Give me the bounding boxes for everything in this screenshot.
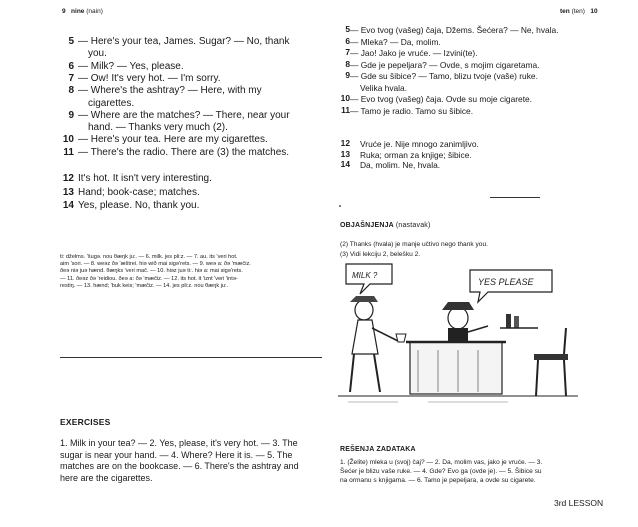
dialogue-line: hand. — Thanks very much (2). [88, 122, 228, 134]
chair-icon [534, 354, 568, 360]
sentence-text: It's hot. It isn't very interesting. [78, 173, 212, 184]
dialogue-line: — Where are the matches? — There, near your [78, 109, 290, 121]
notes-subtitle: (nastavak) [395, 222, 431, 229]
exercise-line: here are the cigarettes. [60, 472, 153, 483]
sentence-number: 14 [62, 200, 74, 211]
dialogue-number: 11 [63, 146, 74, 158]
dialogue-line: — Gde je pepeljara? — Ovde, s mojim cigaretama. [350, 59, 540, 70]
right-page-number: 10 [590, 8, 598, 15]
dialogue-number: 8 [345, 58, 350, 69]
sentence-text: Ruka; orman za knjige; šibice. [360, 149, 472, 160]
sentence-number: 13 [340, 148, 350, 159]
dialogue-number: 9 [345, 70, 350, 80]
dialogue-number: 6 [68, 60, 74, 72]
counter [410, 342, 502, 394]
dialogue-line: — Evo tvog (vašeg) čaja, Džems. Šećera? — Ne, hvala. [350, 25, 559, 35]
dialogue-number: 6 [345, 35, 350, 46]
dialogue-number: 10 [62, 134, 74, 146]
note-line: (3) Vidi lekciju 2, belešku 2. [340, 250, 421, 258]
dialogue-line: — Tamo je radio. Tamo su šibice. [350, 105, 474, 116]
right-page-word: ten [560, 8, 570, 15]
phonetic-line: ti: dželms. 'šugə. nou θæŋk ju:. — 6. milk. jes pli:z. — 7. au. its 'veri hot. [60, 254, 238, 260]
bartender-head [448, 307, 468, 329]
dialogue-line: — Jao! Jako je vruće. — Izvini(te). [350, 48, 478, 58]
exercises-title: EXERCISES [60, 417, 111, 427]
dialogue-line: — There's the radio. There are (3) the matches. [78, 146, 290, 158]
lesson-footer: 3rd LESSON [554, 498, 604, 508]
note-line: (2) Thanks (hvala) je manje učtivo nego thank you. [340, 241, 488, 248]
dialogue-number: 5 [68, 36, 74, 47]
sentence-text: Yes, please. No, thank you. [78, 200, 200, 211]
notes-title [340, 222, 431, 229]
right-divider [490, 197, 540, 198]
solution-line: na ormanu s knjigama. — 6. Tamo je pepeljara, a ovde su cigarete. [340, 477, 536, 485]
dialogue-number: 8 [68, 85, 74, 97]
bubble-left-text: MILK ? [352, 271, 378, 280]
sentence-number: 12 [340, 138, 350, 148]
right-page-paren: (ten) [571, 8, 585, 15]
bottle-icon [506, 314, 511, 328]
left-page-number: 9 [62, 8, 66, 15]
phonetic-line: aim 'sori. — 8. weəz ðə 'æštrei. hiə wið mai sigə'rets. — 9. weə a: ðə 'mæčiz. [60, 261, 251, 268]
cowboy-head [355, 300, 373, 320]
dialogue-number: 7 [345, 47, 350, 57]
dialogue-number: 9 [68, 109, 74, 121]
bartender-hat-icon [442, 302, 474, 310]
bubble-right-text: YES PLEASE [478, 277, 534, 287]
sentence-text: Vruće je. Nije mnogo zanimljivo. [360, 139, 479, 149]
cup-icon [396, 334, 406, 342]
dialogue-number: 11 [341, 104, 350, 115]
dialogue-number: 5 [345, 24, 350, 34]
sentence-number: 13 [62, 186, 74, 198]
speck [339, 205, 341, 207]
dialogue-number: 7 [68, 72, 74, 84]
phonetic-line: restiŋ. — 13. hænd; 'buk keis; 'mæčiz. — 14. jes pli:z. nou θæŋk ju:. [60, 282, 229, 289]
notes-title-text: OBJAŠNJENJA [340, 222, 394, 229]
cartoon-illustration [338, 258, 578, 408]
exercise-line: matches are on the bookcase. — 6. There's the ashtray and [60, 461, 299, 471]
solution-line: Šećer je blizu vaše ruke. — 4. Gde? Evo ga (ovde je). — 5. Šibice su [340, 468, 542, 476]
sentence-number: 12 [62, 173, 74, 184]
dialogue-line: — Here's your tea, James. Sugar? — No, thank [78, 36, 290, 47]
dialogue-line: — Gde su šibice? — Tamo, blizu tvoje (vaše) ruke. [350, 71, 538, 81]
solutions-title: REŠENJA ZADATAKA [340, 446, 416, 453]
left-page-paren: (nain) [86, 8, 103, 15]
dialogue-line: — Mleka? — Da, molim. [350, 36, 441, 47]
dialogue-line: cigarettes. [88, 97, 135, 109]
exercise-line: sugar is near your hand. — 4. Where? Here it is. — 5. The [60, 449, 293, 460]
solution-line: 1. (Želite) mleka u (svoj) čaj? — 2. Da, molim vas, jako je vruće. — 3. [340, 459, 543, 466]
sentence-text: Hand; book-case; matches. [78, 186, 200, 198]
exercise-line: 1. Milk in your tea? — 2. Yes, please, it's very hot. — 3. The [60, 438, 298, 448]
dialogue-line: Velika hvala. [360, 82, 408, 93]
right-page-header [560, 8, 598, 15]
left-page-header [62, 8, 103, 15]
dialogue-line: — Ow! It's very hot. — I'm sorry. [78, 72, 221, 84]
cartoon-drawing [338, 258, 578, 408]
left-divider [60, 357, 322, 358]
dialogue-line: — Where's the ashtray? — Here, with my [78, 85, 262, 97]
bartender-vest [448, 328, 468, 342]
sentence-number: 14 [340, 159, 350, 169]
phonetic-line: — 11. ðeəz ðə 'reidiou. ðeə a: ðə 'mæčiz. — 12. its hot. it 'iznt 'veri 'intə- [60, 275, 238, 282]
dialogue-number: 10 [340, 93, 350, 103]
dialogue-line: — Evo tvog (vašeg) čaja. Ovde su moje cigarete. [350, 94, 533, 104]
sentence-text: Da, molim. Ne, hvala. [360, 160, 441, 170]
dialogue-line: — Milk? — Yes, please. [78, 60, 184, 72]
left-page-word: nine [71, 8, 85, 15]
dialogue-line: you. [88, 48, 107, 60]
dialogue-line: — Here's your tea. Here are my cigarettes. [78, 134, 268, 146]
cowboy-hat-icon [350, 296, 378, 302]
phonetic-line: ðeə niə juə hænd. θæŋks 'veri mač. — 10. hiəz juə ti:. hiə a: mai sigə'rets. [60, 268, 243, 275]
